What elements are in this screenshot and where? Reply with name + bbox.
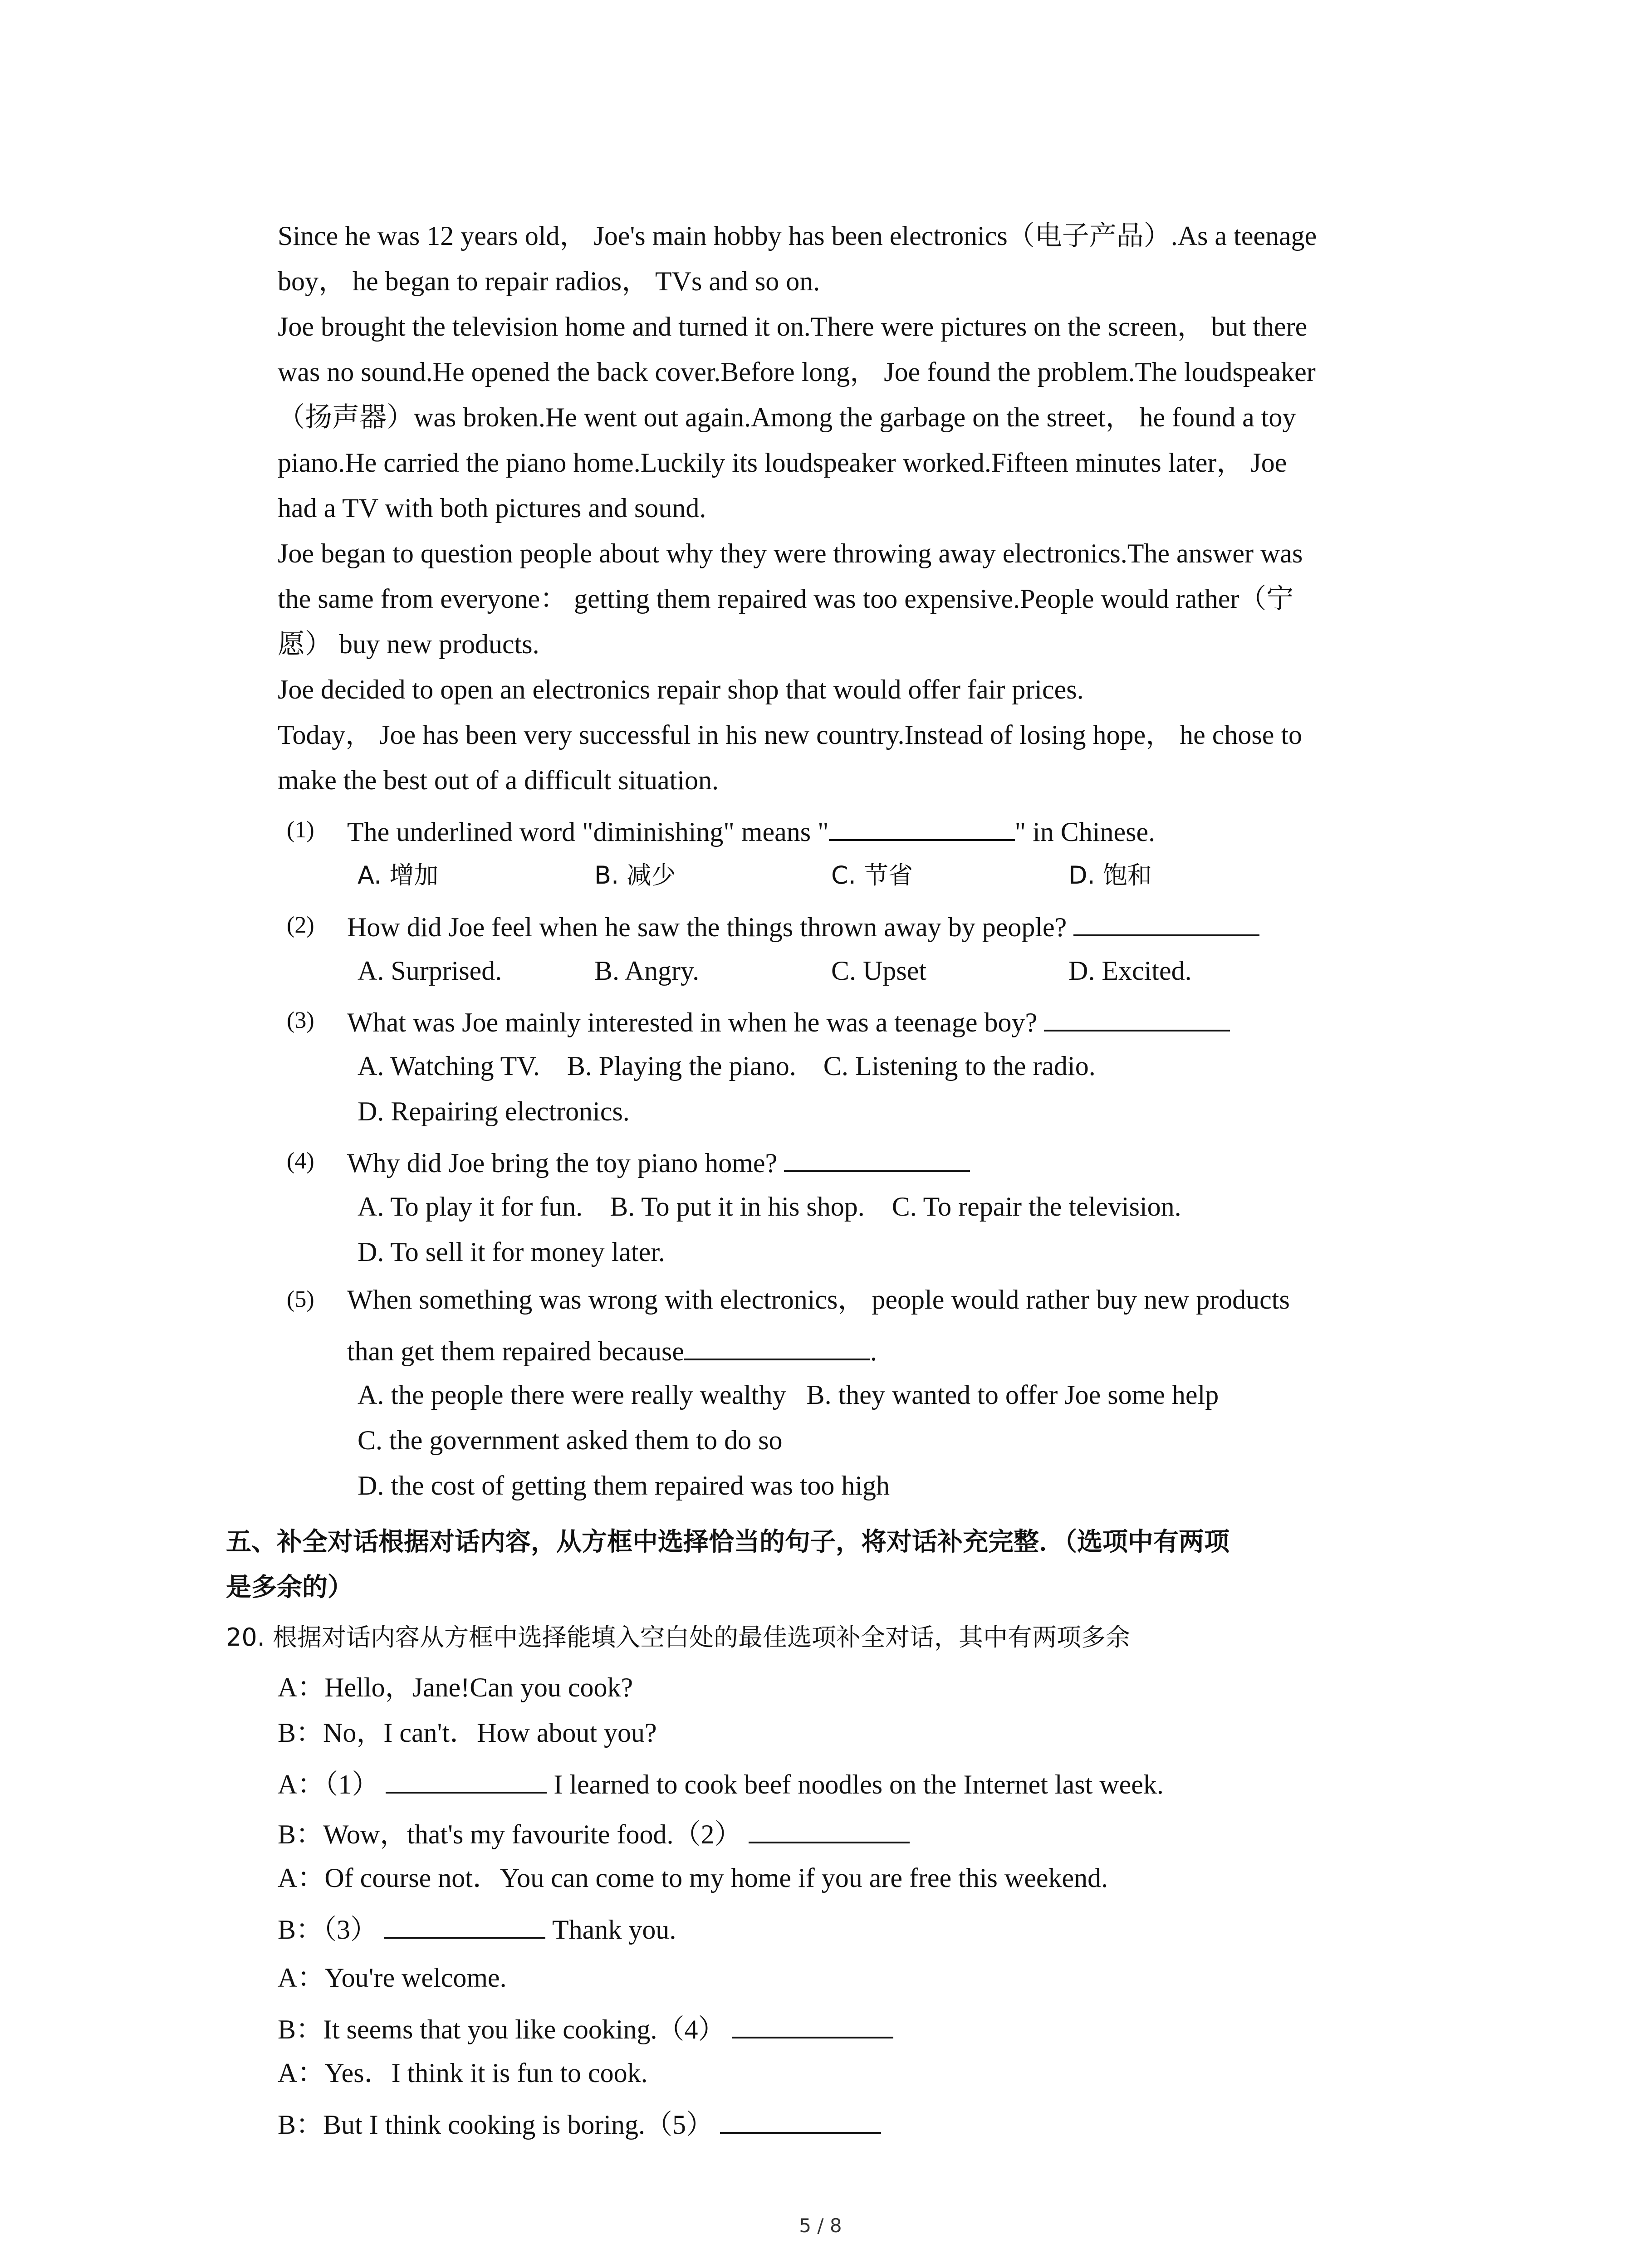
answer-blank[interactable] xyxy=(829,812,1015,841)
option-b[interactable]: B. 减少 xyxy=(594,861,676,890)
answer-blank[interactable] xyxy=(384,1910,545,1939)
answer-blank[interactable] xyxy=(720,2105,881,2134)
answer-blank[interactable] xyxy=(732,2009,893,2038)
question-text: When something was wrong with electronics， people would rather buy new products xyxy=(347,1285,1290,1315)
option-b[interactable]: B. Angry. xyxy=(594,956,700,986)
dialogue-line: B：No，I can't．How about you? xyxy=(278,1718,657,1748)
question-number: (5) xyxy=(287,1286,314,1312)
dialogue-line xyxy=(278,1910,676,1948)
question-text-cont xyxy=(347,1331,877,1369)
option-c[interactable]: C. Upset xyxy=(831,956,926,986)
page-number: 5 / 8 xyxy=(799,2214,842,2237)
question-number: (1) xyxy=(287,817,314,843)
options-row[interactable]: D. To sell it for money later. xyxy=(358,1237,665,1267)
dialogue-line: A：Hello，Jane!Can you cook? xyxy=(278,1672,633,1702)
passage-line: had a TV with both pictures and sound. xyxy=(278,493,706,523)
dialogue-text: Thank you. xyxy=(545,1915,676,1945)
dialogue-speaker: B：But I think cooking is boring.（5） xyxy=(278,2110,713,2140)
passage-line: was no sound.He opened the back cover.Before long， Joe found the problem.The loudspeaker xyxy=(278,357,1316,387)
passage-line: boy， he began to repair radios， TVs and so on. xyxy=(278,266,820,296)
dialogue-line xyxy=(278,2009,893,2048)
options-row[interactable]: A. To play it for fun. B. To put it in his shop. C. To repair the television. xyxy=(358,1192,1181,1222)
option-d[interactable]: D. 饱和 xyxy=(1068,861,1152,890)
question-text-before: How did Joe feel when he saw the things thrown away by people? xyxy=(347,912,1067,942)
dialogue-speaker: B：（3） xyxy=(278,1915,378,1945)
answer-blank[interactable] xyxy=(684,1331,870,1360)
answer-blank[interactable] xyxy=(1044,1002,1230,1031)
option-d[interactable]: D. Excited. xyxy=(1068,956,1192,986)
dialogue-line xyxy=(278,1814,910,1853)
answer-blank[interactable] xyxy=(1073,907,1259,936)
dialogue-line: A：Yes．I think it is fun to cook. xyxy=(278,2058,648,2088)
question-text-before: Why did Joe bring the toy piano home? xyxy=(347,1148,778,1178)
passage-line: Today， Joe has been very successful in his new country.Instead of losing hope， he chose to xyxy=(278,720,1303,750)
question-text xyxy=(347,907,1259,945)
question-number: (4) xyxy=(287,1148,314,1174)
dialogue-line: A：Of course not．You can come to my home if you are free this weekend. xyxy=(278,1863,1108,1893)
answer-blank[interactable] xyxy=(784,1143,970,1172)
options-row[interactable]: C. the government asked them to do so xyxy=(358,1425,783,1455)
question-text xyxy=(347,812,1155,850)
dialogue-line xyxy=(278,1765,1164,1803)
options-row[interactable]: A. Watching TV. B. Playing the piano. C. Listening to the radio. xyxy=(358,1051,1096,1081)
option-a[interactable]: A. 增加 xyxy=(358,861,439,890)
option-c[interactable]: C. 节省 xyxy=(831,861,913,890)
answer-blank[interactable] xyxy=(749,1814,910,1843)
dialogue-line: A：You're welcome. xyxy=(278,1963,507,1993)
passage-line: make the best out of a difficult situation. xyxy=(278,765,719,795)
dialogue-line xyxy=(278,2105,881,2143)
options-row[interactable]: D. Repairing electronics. xyxy=(358,1096,630,1126)
passage-line: Joe decided to open an electronics repair shop that would offer fair prices. xyxy=(278,675,1084,704)
question-text-after: " in Chinese. xyxy=(1014,817,1156,847)
question-text xyxy=(347,1002,1230,1041)
passage-line: piano.He carried the piano home.Luckily its loudspeaker worked.Fifteen minutes later， Joe xyxy=(278,448,1287,478)
question-number: (3) xyxy=(287,1007,314,1033)
dialogue-speaker: B：Wow，that's my favourite food.（2） xyxy=(278,1819,742,1849)
options-row[interactable]: A. the people there were really wealthy B. they wanted to offer Joe some help xyxy=(358,1380,1219,1410)
question-20-title: 20. 根据对话内容从方框中选择能填入空白处的最佳选项补全对话，其中有两项多余 xyxy=(226,1623,1131,1652)
passage-line: Since he was 12 years old， Joe's main hobby has been electronics（电子产品）.As a teenage xyxy=(278,221,1317,251)
question-text-before: than get them repaired because xyxy=(347,1336,684,1366)
question-text-before: What was Joe mainly interested in when he was a teenage boy? xyxy=(347,1007,1038,1037)
passage-line: the same from everyone： getting them repaired was too expensive.People would rather（宁 xyxy=(278,584,1294,614)
section-title: 是多余的） xyxy=(226,1573,353,1602)
passage-line: （扬声器）was broken.He went out again.Among the garbage on the street， he found a toy xyxy=(278,402,1296,432)
passage-line: Joe began to question people about why they were throwing away electronics.The answer was xyxy=(278,538,1303,568)
passage-line: 愿） buy new products. xyxy=(278,629,539,659)
option-a[interactable]: A. Surprised. xyxy=(358,956,502,986)
dialogue-speaker: A：（1） xyxy=(278,1769,379,1799)
question-text xyxy=(347,1143,970,1181)
question-text-before: The underlined word "diminishing" means " xyxy=(347,817,829,847)
answer-blank[interactable] xyxy=(386,1765,547,1794)
question-text-after: . xyxy=(870,1336,877,1366)
passage-line: Joe brought the television home and turned it on.There were pictures on the screen， but there xyxy=(278,312,1308,342)
options-row[interactable]: D. the cost of getting them repaired was too high xyxy=(358,1471,890,1501)
question-number: (2) xyxy=(287,912,314,938)
dialogue-text: I learned to cook beef noodles on the Internet last week. xyxy=(547,1769,1164,1799)
section-title: 五、补全对话根据对话内容，从方框中选择恰当的句子，将对话补充完整．（选项中有两项 xyxy=(226,1527,1230,1557)
dialogue-speaker: B：It seems that you like cooking.（4） xyxy=(278,2014,725,2044)
